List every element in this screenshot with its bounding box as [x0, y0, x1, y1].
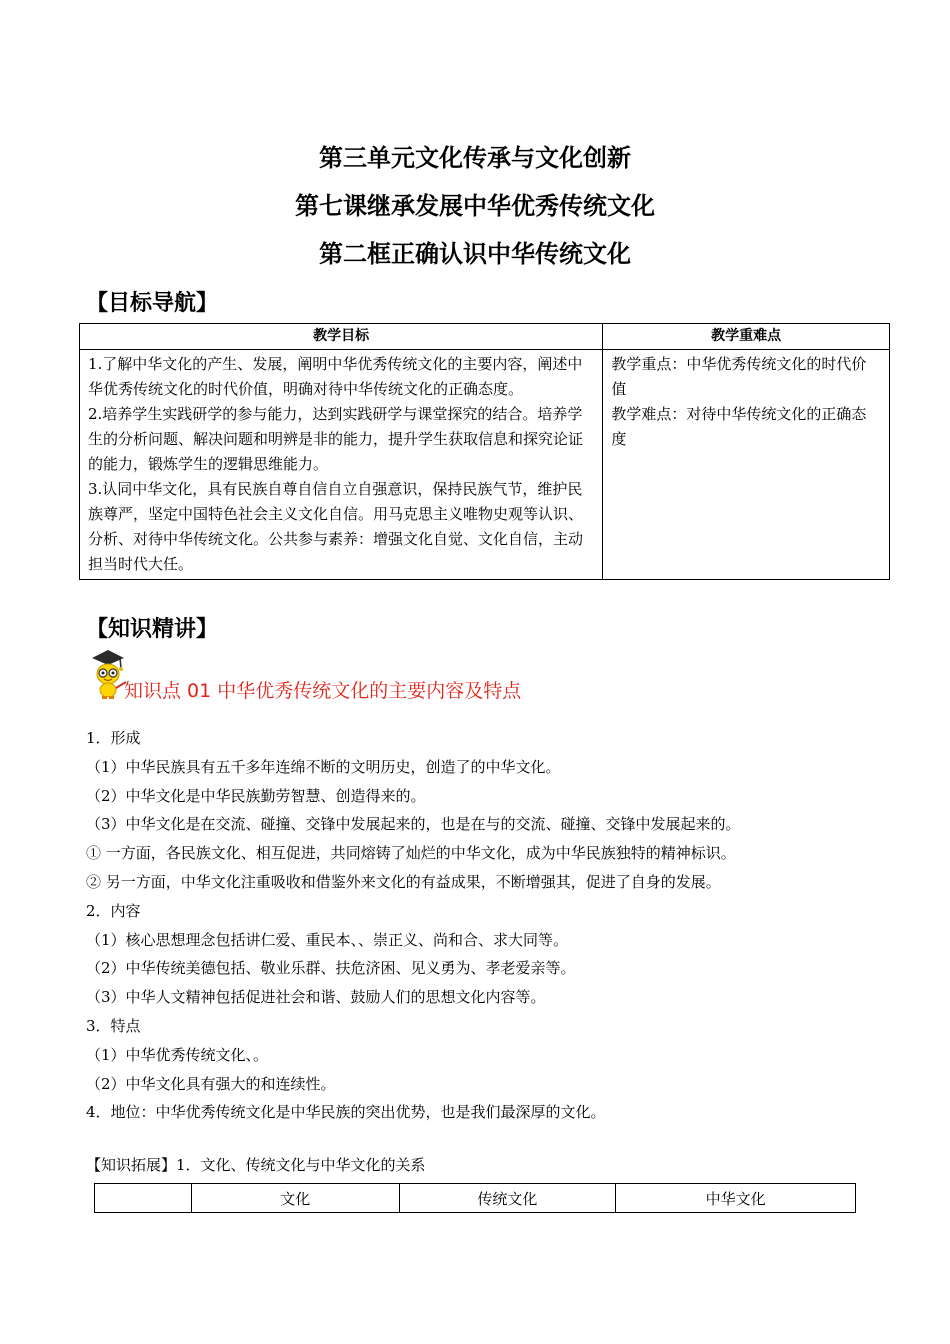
- content-line: （2）中华文化是中华民族勤劳智慧、创造得来的。: [86, 786, 426, 805]
- knowledge-content: [86, 724, 741, 1127]
- content-line: （3）中华人文精神包括促进社会和谐、鼓励人们的思想文化内容等。: [86, 988, 546, 1007]
- header-key-points: 教学重难点: [603, 324, 890, 350]
- content-line: ② 另一方面，中华文化注重吸收和借鉴外来文化的有益成果，不断增强其，促进了自身的发展。: [86, 872, 721, 891]
- content-line: 4．地位：中华优秀传统文化是中华民族的突出优势，也是我们最深厚的文化。: [86, 1103, 606, 1122]
- lesson-title: 第七课继承发展中华优秀传统文化: [295, 192, 655, 220]
- relation-table-header: [95, 1184, 856, 1213]
- goals-table: [79, 323, 890, 580]
- content-line: （1）核心思想理念包括讲仁爱、重民本、、崇正义、尚和合、求大同等。: [86, 930, 569, 949]
- content-line: （1）中华民族具有五千多年连绵不断的文明历史，创造了的中华文化。: [86, 757, 561, 776]
- unit-title: 第三单元文化传承与文化创新: [319, 144, 631, 172]
- content-line: （2）中华文化具有强大的和连续性。: [86, 1074, 336, 1093]
- section-goals-heading: 【目标导航】: [86, 291, 219, 316]
- professor-mascot-icon: [88, 648, 128, 700]
- content-line: 2．内容: [86, 901, 141, 920]
- content-line: 1．形成: [86, 729, 141, 747]
- header-objectives: 教学目标: [80, 324, 603, 350]
- relation-table: [94, 1183, 856, 1213]
- relation-header-blank: [95, 1184, 192, 1213]
- objective-2: 2.培养学生实践研学的参与能力，达到实践研学与课堂探究的结合。培养学生的分析问题、解决问题和明辨是非的能力，提升学生获取信息和探究论证的能力，锻炼学生的逻辑思维能力。: [88, 405, 584, 473]
- relation-header-traditional: 传统文化: [399, 1184, 616, 1213]
- knowledge-point-header: [88, 648, 788, 708]
- section-knowledge-heading: 【知识精讲】: [86, 617, 219, 642]
- goals-table-header: [80, 324, 890, 350]
- key-point: 教学重点：中华优秀传统文化的时代价值: [611, 355, 867, 398]
- content-line: ① 一方面，各民族文化、相互促进，共同熔铸了灿烂的中华文化，成为中华民族独特的精神标识。: [86, 844, 736, 863]
- content-line: （1）中华优秀传统文化、。: [86, 1045, 269, 1064]
- objectives-cell: [80, 350, 603, 580]
- difficult-point: 教学难点：对待中华传统文化的正确态度: [611, 405, 867, 448]
- content-line: 3．特点: [86, 1016, 141, 1035]
- goals-table-row: [80, 350, 890, 580]
- objective-3: 3.认同中华文化，具有民族自尊自信自立自强意识，保持民族气节，维护民族尊严，坚定中国特色社会主义文化自信。用马克思主义唯物史观等认识、分析、对待中华传统文化。公共参与素养：增强文化自觉、文化自信，主动担当时代大任。: [88, 480, 584, 573]
- relation-header-chinese: 中华文化: [616, 1184, 856, 1213]
- content-line: （2）中华传统美德包括、敬业乐群、扶危济困、见义勇为、孝老爱亲等。: [86, 959, 576, 978]
- knowledge-point-title: 知识点 01 中华优秀传统文化的主要内容及特点: [124, 680, 522, 702]
- relation-header-culture: 文化: [191, 1184, 399, 1213]
- frame-title: 第二框正确认识中华传统文化: [319, 240, 631, 268]
- content-line: （3）中华文化是在交流、碰撞、交锋中发展起来的，也是在与的交流、碰撞、交锋中发展起来的。: [86, 815, 741, 834]
- knowledge-expansion-label: 【知识拓展】1．文化、传统文化与中华文化的关系: [86, 1156, 426, 1174]
- objective-1: 1.了解中华文化的产生、发展，阐明中华优秀传统文化的主要内容，阐述中华优秀传统文化的时代价值，明确对待中华传统文化的正确态度。: [88, 355, 583, 398]
- key-points-cell: [603, 350, 890, 580]
